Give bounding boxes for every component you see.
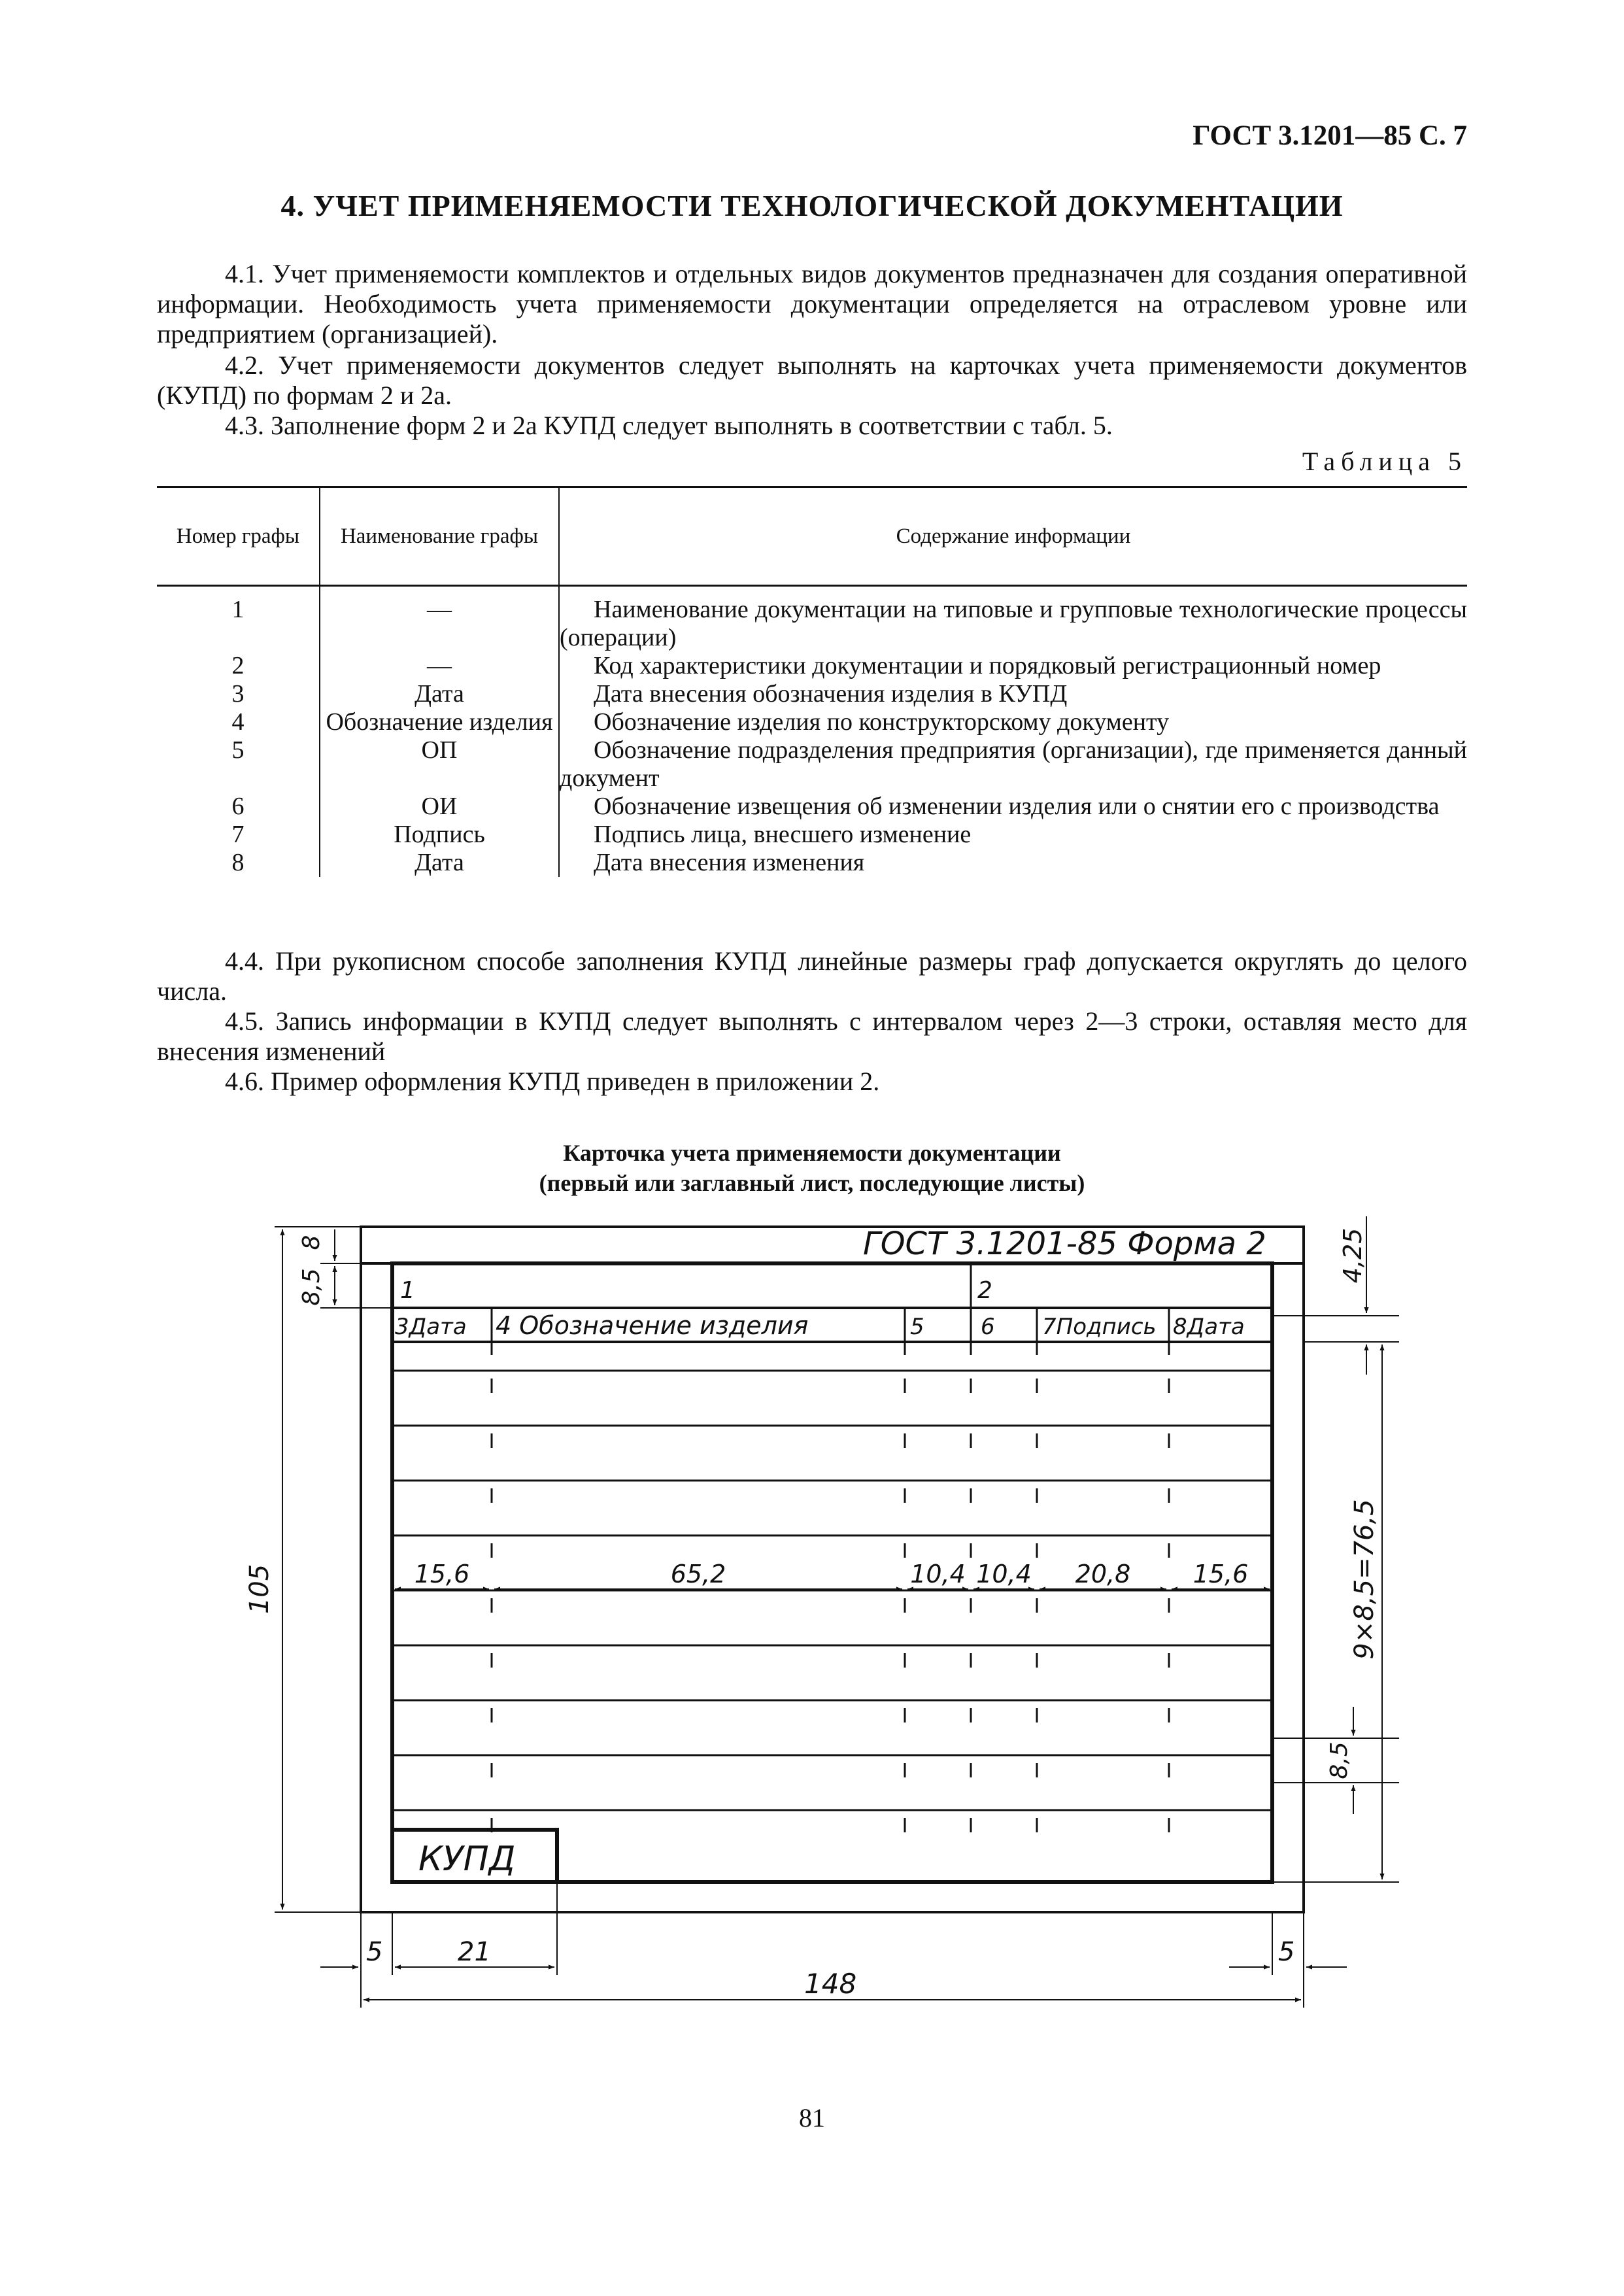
table-cell: 7 bbox=[157, 821, 320, 849]
table-cell: ОП bbox=[320, 736, 559, 793]
table-header-cell: Содержание информации bbox=[559, 487, 1467, 586]
table-row bbox=[157, 652, 1467, 680]
table-cell: Дата внесения обозначения изделия в КУПД bbox=[594, 680, 1068, 708]
table-row bbox=[157, 736, 1467, 793]
table-caption: Таблица 5 bbox=[1302, 447, 1467, 476]
column-header-label: 6 bbox=[981, 1314, 995, 1340]
dim-total-height: 105 bbox=[245, 1564, 275, 1615]
table-cell: Обозначение изделия bbox=[320, 708, 559, 736]
dim-total-width: 148 bbox=[804, 1968, 857, 2000]
column-header-label: 3Дата bbox=[395, 1314, 467, 1340]
table-cell: ОИ bbox=[320, 793, 559, 821]
column-header-label: 7Подпись bbox=[1042, 1314, 1157, 1340]
width-dimension-label: 10,4 bbox=[910, 1560, 966, 1588]
table-cell: — bbox=[320, 652, 559, 680]
table-row bbox=[157, 586, 1467, 653]
paragraph-4-3: 4.3. Заполнение форм 2 и 2а КУПД следует выполнять в соответствии с табл. 5. bbox=[225, 411, 1113, 440]
table-header-cell: Наименование графы bbox=[320, 487, 559, 586]
table-row bbox=[157, 821, 1467, 849]
form-title: ГОСТ 3.1201-85 Форма 2 bbox=[863, 1225, 1266, 1262]
dim-top-a: 8,5 bbox=[298, 1268, 325, 1306]
table-5 bbox=[157, 486, 1467, 877]
table-cell: — bbox=[320, 586, 559, 653]
form-2-drawing bbox=[0, 1203, 1624, 2040]
dim-right-rows: 9×8,5=76,5 bbox=[1349, 1499, 1379, 1660]
table-header-row bbox=[157, 487, 1467, 586]
paragraph-4-1: 4.1. Учет применяемости комплектов и отдельных видов документов предназначен для создания оперативной информации. Необходимость учета применяемости документации определяется на отраслевом уровне или предприятием (организацией). bbox=[157, 259, 1467, 349]
field-1-label: 1 bbox=[400, 1277, 415, 1304]
table-cell: Подпись лица, внесшего изменение bbox=[594, 821, 972, 848]
dim-top-b: 8 bbox=[298, 1235, 325, 1250]
paragraph-4-2: 4.2. Учет применяемости документов следует выполнять на карточках учета применяемости документов (КУПД) по формам 2 и 2а. bbox=[157, 351, 1467, 410]
width-dimension-label: 65,2 bbox=[670, 1560, 726, 1588]
table-cell: 5 bbox=[157, 736, 320, 793]
table-row bbox=[157, 849, 1467, 877]
table-cell: Обозначение извещения об изменении изделия или о снятии его с производства bbox=[594, 793, 1440, 820]
column-header-label: 8Дата bbox=[1173, 1314, 1245, 1340]
dim-left-margin: 5 bbox=[366, 1937, 383, 1967]
section-title: 4. УЧЕТ ПРИМЕНЯЕМОСТИ ТЕХНОЛОГИЧЕСКОЙ ДОКУМЕНТАЦИИ bbox=[280, 189, 1344, 222]
left-dimensions bbox=[275, 1227, 392, 1912]
paragraph-4-5: 4.5. Запись информации в КУПД следует выполнять с интервалом через 2—3 строки, оставляя место для внесения изменений bbox=[157, 1006, 1467, 1066]
table-cell: 2 bbox=[157, 652, 320, 680]
table-cell: Дата bbox=[320, 849, 559, 877]
width-dimension-label: 20,8 bbox=[1075, 1560, 1131, 1588]
table-header-cell: Номер графы bbox=[157, 487, 320, 586]
dim-right-margin: 5 bbox=[1278, 1937, 1295, 1967]
width-dimension-label: 15,6 bbox=[1193, 1560, 1249, 1588]
table-row bbox=[157, 708, 1467, 736]
table-cell: Обозначение изделия по конструкторскому документу bbox=[594, 708, 1170, 736]
table-cell: Дата bbox=[320, 680, 559, 708]
paragraph-4-4: 4.4. При рукописном способе заполнения КУПД линейные размеры граф допускается округлять до целого числа. bbox=[157, 946, 1467, 1006]
table-cell: 3 bbox=[157, 680, 320, 708]
width-dimension-label: 15,6 bbox=[414, 1560, 470, 1588]
dim-right-top: 4,25 bbox=[1338, 1227, 1367, 1284]
width-dimension-label: 10,4 bbox=[976, 1560, 1032, 1588]
table-cell: Обозначение подразделения предприятия (организации), где применяется данный документ bbox=[560, 736, 1467, 792]
dim-kupd-width: 21 bbox=[458, 1937, 491, 1967]
table-row bbox=[157, 680, 1467, 708]
kupd-label: КУПД bbox=[418, 1840, 516, 1879]
table-cell: 1 bbox=[157, 586, 320, 653]
dim-row: 8,5 bbox=[1326, 1741, 1353, 1779]
table-cell: Дата внесения изменения bbox=[594, 849, 865, 876]
table-cell: Наименование документации на типовые и групповые технологические процессы (операции) bbox=[560, 596, 1467, 651]
figure-caption: Карточка учета применяемости документации (первый или заглавный лист, последующие листы) bbox=[539, 1140, 1085, 1196]
column-header-label: 4 Обозначение изделия bbox=[496, 1311, 809, 1340]
table-cell: 6 bbox=[157, 793, 320, 821]
table-cell: 4 bbox=[157, 708, 320, 736]
page-header-code: ГОСТ 3.1201—85 С. 7 bbox=[1193, 120, 1467, 151]
form-rows bbox=[392, 1371, 1272, 1832]
table-cell: Подпись bbox=[320, 821, 559, 849]
table-cell: 8 bbox=[157, 849, 320, 877]
table-cell: Код характеристики документации и порядковый регистрационный номер bbox=[594, 652, 1381, 679]
column-header-label: 5 bbox=[910, 1314, 924, 1340]
page-number: 81 bbox=[799, 2103, 825, 2133]
field-2-label: 2 bbox=[977, 1277, 992, 1304]
right-dimensions bbox=[1272, 1216, 1399, 1882]
table-row bbox=[157, 793, 1467, 821]
paragraph-4-6: 4.6. Пример оформления КУПД приведен в приложении 2. bbox=[225, 1067, 880, 1096]
